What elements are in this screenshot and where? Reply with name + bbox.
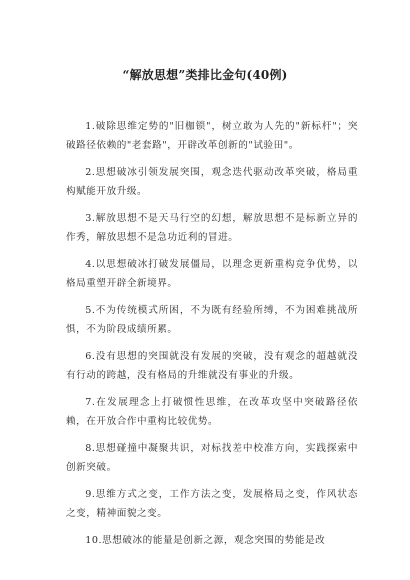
paragraph: 8.思想碰撞中凝聚共识，对标找差中校准方向，实践探索中创新突破。 [66, 443, 358, 473]
paragraph: 3.解放思想不是天马行空的幻想，解放思想不是标新立异的作秀，解放思想不是急功近利的冒进。 [66, 213, 358, 243]
paragraph: 4.以思想破冰打破发展僵局，以理念更新重构竞争优势，以格局重塑开辟全新境界。 [66, 259, 358, 289]
paragraph: 5.不为传统模式所困，不为既有经验所缚，不为困难挑战所惧，不为阶段成绩所累。 [66, 305, 358, 335]
paragraph: 9.思维方式之变，工作方法之变，发展格局之变，作风状态之变，精神面貌之变。 [66, 489, 358, 519]
paragraph: 7.在发展理念上打破惯性思维，在改革攻坚中突破路径依赖，在开放合作中重构比较优势。 [66, 397, 358, 427]
document-title: “解放思想”类排比金句(40例) [122, 68, 288, 82]
paragraph: 1.破除思维定势的"旧枷锁"，树立敢为人先的"新标杆"；突破路径依赖的"老套路"，开辟改革创新的"试验田"。 [66, 121, 358, 151]
paragraph: 6.没有思想的突围就没有发展的突破，没有观念的超越就没有行动的跨越，没有格局的升维就没有事业的升级。 [66, 351, 358, 381]
document-body [66, 118, 358, 560]
paragraph: 10.思想破冰的能量是创新之源，观念突围的势能是改 [85, 535, 326, 546]
paragraph: 2.思想破冰引领发展突围，观念迭代驱动改革突破，格局重构赋能开放升级。 [66, 167, 358, 197]
